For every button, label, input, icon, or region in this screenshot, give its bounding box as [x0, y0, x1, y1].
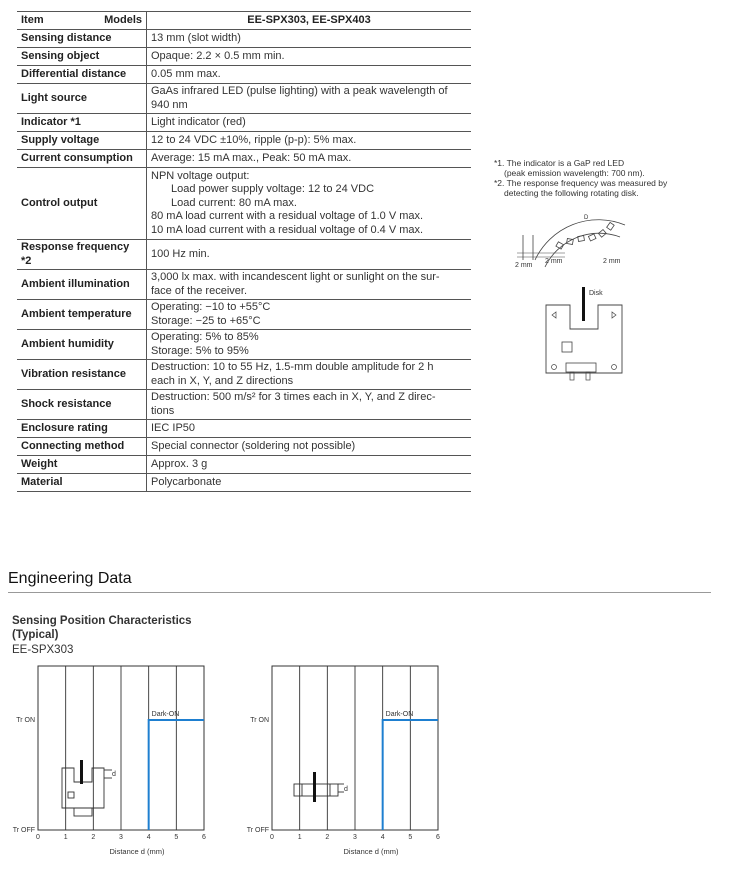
- chart-model: EE-SPX303: [12, 644, 74, 656]
- x-tick-label: 4: [146, 834, 151, 841]
- spec-value-line: Destruction: 10 to 55 Hz, 1.5-mm double amplitude for 2 h: [151, 361, 434, 373]
- spec-value: [147, 474, 472, 492]
- spec-value-line: GaAs infrared LED (pulse lighting) with a peak wavelength of: [151, 85, 448, 97]
- spec-row: [17, 474, 471, 492]
- spec-label: Shock resistance: [17, 390, 147, 420]
- chart-title-line2: (Typical): [12, 629, 59, 641]
- spec-value-line: Storage: 5% to 95%: [151, 344, 249, 357]
- spec-label: Sensing distance: [17, 30, 147, 48]
- spec-value: [147, 132, 472, 150]
- header-models: EE-SPX303, EE-SPX403: [147, 12, 472, 30]
- spec-value: [147, 360, 472, 390]
- spec-label: Ambient temperature: [17, 300, 147, 330]
- x-tick-label: 2: [325, 834, 330, 841]
- spec-value-line: 10 mA load current with a residual voltage of 0.4 V max.: [151, 223, 424, 236]
- x-tick-label: 5: [408, 834, 413, 841]
- x-axis-label: Distance d (mm): [343, 847, 399, 856]
- spec-value-line: Approx. 3 g: [151, 457, 208, 470]
- spec-value-line: 3,000 lx max. with incandescent light or sunlight on the sur-: [151, 271, 440, 283]
- spec-value: [147, 150, 472, 168]
- x-tick-label: 3: [353, 834, 357, 841]
- y-level-on: Tr ON: [16, 717, 35, 724]
- disk-center-label: D: [584, 215, 589, 221]
- x-tick-label: 0: [36, 834, 40, 841]
- spec-row: [17, 150, 471, 168]
- chart-title-line1: Sensing Position Characteristics: [12, 615, 192, 627]
- spec-label: Control output: [17, 168, 147, 240]
- disk-bar: [582, 287, 585, 321]
- spec-value-line: Special connector (soldering not possible): [151, 439, 356, 452]
- x-tick-label: 1: [297, 834, 302, 841]
- spec-label: Supply voltage: [17, 132, 147, 150]
- y-level-on: Tr ON: [250, 717, 269, 724]
- spec-row: [17, 132, 471, 150]
- footnote-1: *1. The indicator is a GaP red LED: [494, 158, 625, 168]
- spec-value: [147, 240, 472, 270]
- sensing-chart-right: [234, 660, 474, 860]
- footnote-2: *2. The response frequency was measured by: [494, 178, 668, 188]
- spec-value-line: Polycarbonate: [151, 475, 222, 488]
- header-item-cell: [17, 12, 147, 30]
- spec-label: Vibration resistance: [17, 360, 147, 390]
- spec-label: Response frequency *2: [17, 240, 147, 270]
- spec-value: [147, 84, 472, 114]
- spec-label: Light source: [17, 84, 147, 114]
- section-divider: [8, 592, 711, 593]
- header-models-label: Models: [104, 13, 142, 26]
- spec-label: Sensing object: [17, 48, 147, 66]
- spec-row: [17, 66, 471, 84]
- sensor-disk-diagram: [540, 285, 640, 385]
- spec-value: [147, 438, 472, 456]
- section-title: Engineering Data: [8, 570, 132, 587]
- spec-label: Connecting method: [17, 438, 147, 456]
- spec-label: Enclosure rating: [17, 420, 147, 438]
- spec-value-line: Storage: −25 to +65°C: [151, 314, 261, 327]
- spec-value-line: NPN voltage output:: [151, 169, 250, 182]
- chart-title: [12, 614, 192, 642]
- dim-right-label: 2 mm: [603, 258, 621, 265]
- x-tick-label: 0: [270, 834, 274, 841]
- footnotes: [494, 158, 667, 198]
- spec-label: Ambient humidity: [17, 330, 147, 360]
- spec-row: [17, 270, 471, 300]
- spec-row: [17, 300, 471, 330]
- spec-value-line: Destruction: 500 m/s² for 3 times each in X, Y, and Z direc-: [151, 391, 436, 403]
- spec-value-line: Load power supply voltage: 12 to 24 VDC: [171, 183, 375, 196]
- spec-value: [147, 48, 472, 66]
- spec-row: [17, 30, 471, 48]
- x-tick-label: 6: [436, 834, 440, 841]
- spec-table: [17, 11, 471, 492]
- series-annotation: Dark-ON: [151, 711, 180, 718]
- header-item: Item: [21, 13, 44, 26]
- footnote-2-sub: detecting the following rotating disk.: [504, 188, 639, 198]
- spec-label: Material: [17, 474, 147, 492]
- sensing-chart-left: [0, 660, 240, 860]
- spec-value: [147, 66, 472, 84]
- spec-value: [147, 300, 472, 330]
- spec-value-line: Light indicator (red): [151, 115, 246, 128]
- x-tick-label: 3: [119, 834, 123, 841]
- spec-value-line: each in X, Y, and Z directions: [151, 374, 294, 387]
- sensor-indicator: [68, 792, 74, 798]
- dim-left-label: 2 mm: [515, 262, 533, 269]
- x-tick-label: 5: [174, 834, 179, 841]
- x-tick-label: 1: [63, 834, 68, 841]
- x-axis-label: Distance d (mm): [109, 847, 165, 856]
- spec-value: [147, 168, 472, 240]
- spec-row: [17, 84, 471, 114]
- spec-value-line: Operating: 5% to 85%: [151, 331, 259, 343]
- sensor-d-label: d: [344, 786, 348, 793]
- rotating-disk-diagram: [505, 205, 645, 275]
- dim-mid-label: 2 mm: [545, 258, 563, 265]
- sensor-sketch: [294, 772, 348, 802]
- disk-label: Disk: [589, 290, 603, 297]
- spec-header-row: [17, 12, 471, 30]
- spec-value: [147, 30, 472, 48]
- spec-value: [147, 456, 472, 474]
- spec-row: [17, 438, 471, 456]
- sensor-d-label: d: [112, 771, 116, 778]
- sensor-disk: [313, 772, 316, 802]
- spec-value-line: Opaque: 2.2 × 0.5 mm min.: [151, 49, 285, 62]
- spec-row: [17, 420, 471, 438]
- disk-slots: [556, 222, 614, 249]
- spec-row: [17, 48, 471, 66]
- sensor-sketch: [62, 760, 116, 816]
- footnote-1-sub: (peak emission wavelength: 700 nm).: [504, 168, 645, 178]
- spec-row: [17, 168, 471, 240]
- sensor-disk: [80, 760, 83, 784]
- spec-row: [17, 456, 471, 474]
- spec-label: Indicator *1: [17, 114, 147, 132]
- spec-value-line: 13 mm (slot width): [151, 31, 241, 44]
- spec-value-line: 12 to 24 VDC ±10%, ripple (p-p): 5% max.: [151, 133, 357, 146]
- spec-value-line: face of the receiver.: [151, 284, 247, 297]
- x-tick-label: 6: [202, 834, 206, 841]
- spec-row: [17, 240, 471, 270]
- spec-row: [17, 390, 471, 420]
- spec-value: [147, 420, 472, 438]
- spec-row: [17, 114, 471, 132]
- spec-value-line: 100 Hz min.: [151, 247, 210, 260]
- spec-value-line: Average: 15 mA max., Peak: 50 mA max.: [151, 151, 352, 164]
- x-tick-label: 4: [380, 834, 385, 841]
- spec-label: Differential distance: [17, 66, 147, 84]
- spec-label: Ambient illumination: [17, 270, 147, 300]
- sensor-connector: [74, 808, 92, 816]
- spec-label: Current consumption: [17, 150, 147, 168]
- spec-value: [147, 330, 472, 360]
- y-level-off: Tr OFF: [246, 827, 269, 834]
- spec-value-line: 940 nm: [151, 98, 188, 111]
- spec-value: [147, 390, 472, 420]
- spec-value: [147, 270, 472, 300]
- spec-label: Weight: [17, 456, 147, 474]
- spec-row: [17, 360, 471, 390]
- spec-value: [147, 114, 472, 132]
- spec-row: [17, 330, 471, 360]
- series-annotation: Dark-ON: [385, 711, 414, 718]
- spec-value-line: tions: [151, 404, 175, 417]
- spec-value-line: 0.05 mm max.: [151, 67, 221, 80]
- spec-value-line: Load current: 80 mA max.: [171, 196, 297, 209]
- y-level-off: Tr OFF: [12, 827, 35, 834]
- x-tick-label: 2: [91, 834, 96, 841]
- spec-value-line: 80 mA load current with a residual voltage of 1.0 V max.: [151, 210, 424, 223]
- disk-arc-outer: [535, 220, 625, 260]
- spec-value-line: IEC IP50: [151, 421, 196, 434]
- spec-value-line: Operating: −10 to +55°C: [151, 301, 271, 313]
